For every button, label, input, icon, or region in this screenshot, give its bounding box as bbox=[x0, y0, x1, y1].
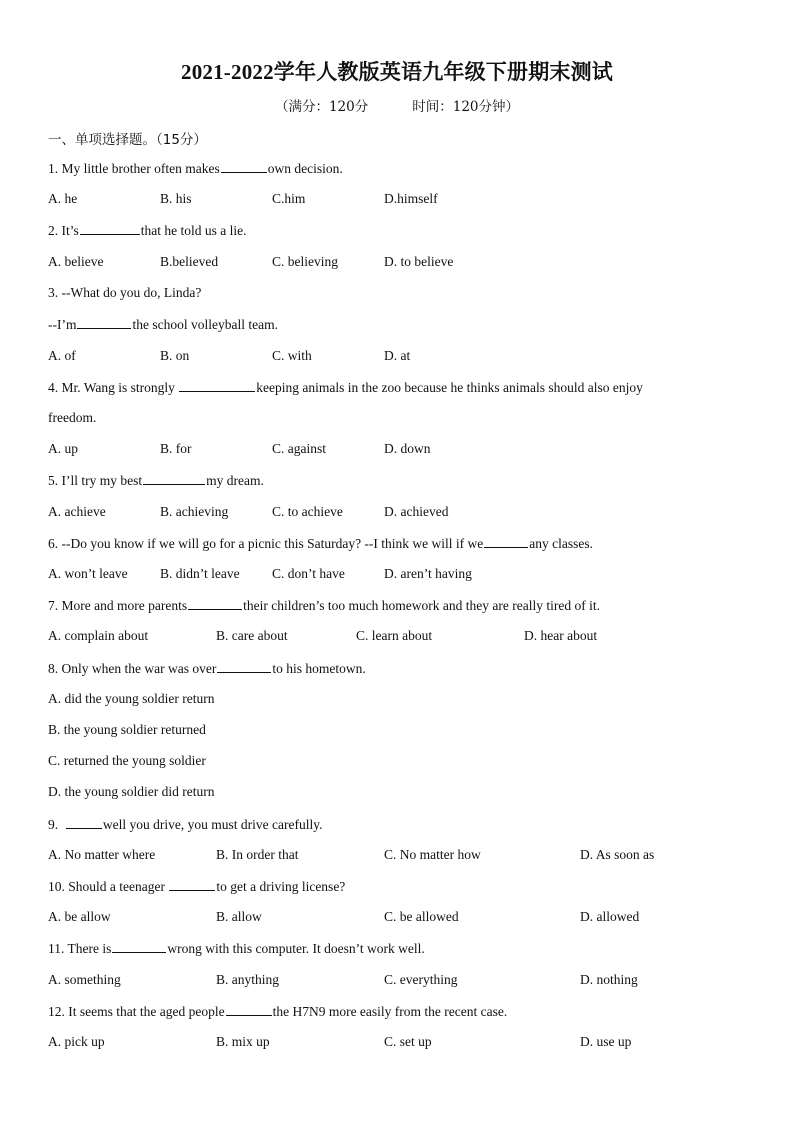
question-stem: well you drive, you must drive carefully. bbox=[102, 817, 323, 832]
question-11 bbox=[48, 940, 425, 957]
question-4 bbox=[48, 379, 643, 396]
question-stem: the school volleyball team. bbox=[132, 317, 278, 332]
option-c: C. everything bbox=[384, 972, 458, 987]
question-3: 3. --What do you do, Linda? bbox=[48, 285, 202, 300]
question-stem: 10. Should a teenager bbox=[48, 879, 165, 894]
section-heading: 一、单项选择题。（15分） bbox=[48, 132, 207, 148]
question-stem: 6. --Do you know if we will go for a picnic this Saturday? --I think we will if we bbox=[48, 536, 484, 551]
option-a: A. something bbox=[48, 972, 121, 987]
option-b: B. mix up bbox=[216, 1034, 270, 1049]
option-c: C. against bbox=[272, 441, 326, 456]
question-stem: 8. Only when the war was over bbox=[48, 661, 217, 676]
option-a: A. of bbox=[48, 348, 76, 363]
answer-blank bbox=[484, 535, 528, 548]
option-a: A. complain about bbox=[48, 628, 149, 643]
answer-blank bbox=[217, 660, 271, 673]
question-stem: 9. bbox=[48, 817, 59, 832]
answer-blank bbox=[143, 472, 205, 485]
question-stem: keeping animals in the zoo because he thinks animals should also enjoy bbox=[256, 380, 643, 395]
option-d: D. down bbox=[384, 441, 431, 456]
option-a: A. be allow bbox=[48, 909, 111, 924]
option-a: A. won’t leave bbox=[48, 566, 128, 581]
option-a: A. pick up bbox=[48, 1034, 105, 1049]
option-b: B. care about bbox=[216, 628, 288, 643]
option-d: D. allowed bbox=[580, 909, 640, 924]
question-stem: their children’s too much homework and they are really tired of it. bbox=[243, 598, 600, 613]
option-c: C. learn about bbox=[356, 628, 433, 643]
option-c: C. returned the young soldier bbox=[48, 753, 206, 768]
option-b: B. the young soldier returned bbox=[48, 722, 206, 737]
question-stem: to his hometown. bbox=[272, 661, 366, 676]
option-a: A. up bbox=[48, 441, 78, 456]
option-b: B. achieving bbox=[160, 504, 229, 519]
option-c: C. with bbox=[272, 348, 312, 363]
option-c: C.him bbox=[272, 191, 306, 206]
option-c: C. set up bbox=[384, 1034, 432, 1049]
option-a: A. No matter where bbox=[48, 847, 156, 862]
question-stem: --I’m bbox=[48, 317, 77, 332]
question-9 bbox=[48, 816, 322, 833]
option-d: D. nothing bbox=[580, 972, 638, 987]
question-stem: 7. More and more parents bbox=[48, 598, 188, 613]
question-stem: any classes. bbox=[529, 536, 594, 551]
option-b: B. his bbox=[160, 191, 192, 206]
question-3-reply bbox=[48, 316, 278, 333]
answer-blank bbox=[80, 222, 140, 235]
option-d: D. to believe bbox=[384, 254, 454, 269]
question-4-cont: freedom. bbox=[48, 410, 97, 425]
option-b: B. In order that bbox=[216, 847, 299, 862]
answer-blank bbox=[179, 379, 255, 392]
question-stem: to get a driving license? bbox=[216, 879, 346, 894]
question-10 bbox=[48, 878, 345, 895]
option-c: C. don’t have bbox=[272, 566, 345, 581]
option-d: D. hear about bbox=[524, 628, 598, 643]
option-a: A. achieve bbox=[48, 504, 106, 519]
option-d: D. achieved bbox=[384, 504, 449, 519]
exam-title: 2021-2022学年人教版英语九年级下册期末测试 bbox=[181, 60, 613, 84]
question-stem: 2. It’s bbox=[48, 223, 79, 238]
question-1 bbox=[48, 160, 343, 177]
option-d: D. the young soldier did return bbox=[48, 784, 215, 799]
answer-blank bbox=[77, 316, 131, 329]
answer-blank bbox=[66, 816, 102, 829]
full-score: （满分：120分 bbox=[274, 99, 369, 115]
option-d: D. As soon as bbox=[580, 847, 655, 862]
option-a: A. he bbox=[48, 191, 78, 206]
question-8 bbox=[48, 660, 366, 677]
answer-blank bbox=[169, 878, 215, 891]
answer-blank bbox=[112, 940, 166, 953]
option-b: B. anything bbox=[216, 972, 279, 987]
question-6 bbox=[48, 535, 593, 552]
option-d: D. aren’t having bbox=[384, 566, 472, 581]
question-stem: that he told us a lie. bbox=[140, 223, 247, 238]
option-b: B.believed bbox=[160, 254, 219, 269]
question-stem: own decision. bbox=[267, 161, 343, 176]
answer-blank bbox=[221, 160, 267, 173]
question-stem: 4. Mr. Wang is strongly bbox=[48, 380, 175, 395]
question-12 bbox=[48, 1003, 507, 1020]
option-c: C. be allowed bbox=[384, 909, 459, 924]
answer-blank bbox=[188, 597, 242, 610]
option-c: C. believing bbox=[272, 254, 338, 269]
option-d: D. use up bbox=[580, 1034, 632, 1049]
question-stem: the H7N9 more easily from the recent case. bbox=[272, 1004, 508, 1019]
option-b: B. didn’t leave bbox=[160, 566, 240, 581]
answer-blank bbox=[226, 1003, 272, 1016]
question-5 bbox=[48, 472, 264, 489]
option-a: A. believe bbox=[48, 254, 104, 269]
option-a: A. did the young soldier return bbox=[48, 691, 215, 706]
question-2 bbox=[48, 222, 247, 239]
question-7 bbox=[48, 597, 600, 614]
option-b: B. allow bbox=[216, 909, 262, 924]
option-b: B. on bbox=[160, 348, 190, 363]
time-limit: 时间：120分钟） bbox=[412, 99, 520, 115]
exam-meta bbox=[0, 95, 794, 115]
question-stem: 11. There is bbox=[48, 941, 112, 956]
question-stem: wrong with this computer. It doesn’t work well. bbox=[167, 941, 425, 956]
question-stem: 12. It seems that the aged people bbox=[48, 1004, 225, 1019]
option-c: C. No matter how bbox=[384, 847, 481, 862]
question-stem: 1. My little brother often makes bbox=[48, 161, 220, 176]
option-b: B. for bbox=[160, 441, 192, 456]
option-d: D. at bbox=[384, 348, 411, 363]
question-stem: 5. I’ll try my best bbox=[48, 473, 143, 488]
question-stem: my dream. bbox=[206, 473, 264, 488]
option-c: C. to achieve bbox=[272, 504, 343, 519]
option-d: D.himself bbox=[384, 191, 438, 206]
